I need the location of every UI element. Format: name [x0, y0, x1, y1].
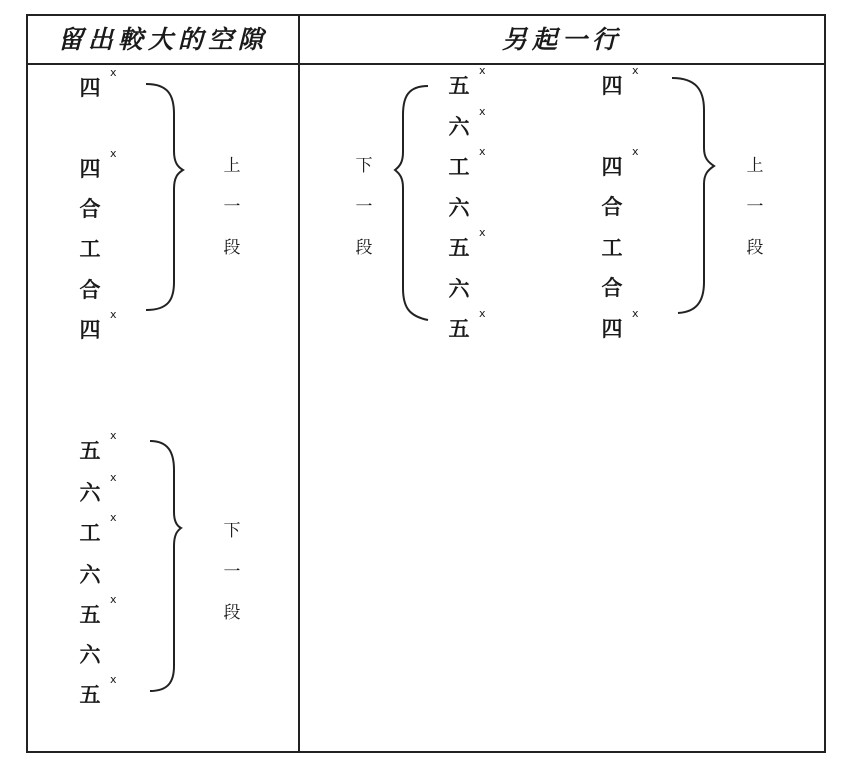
note-char: 五 — [448, 236, 470, 260]
note-char: 四 — [79, 76, 101, 100]
segment-char: 一 — [746, 197, 764, 217]
header-right-title: 另起一行 — [501, 25, 622, 54]
note-char: 四 — [601, 155, 623, 179]
header-left-title: 留出較大的空隙 — [57, 25, 268, 54]
segment-char: 上 — [223, 156, 241, 176]
segment-char: 下 — [355, 156, 373, 176]
note-mark: x — [632, 64, 639, 77]
table-frame — [26, 14, 826, 753]
note-char: 合 — [79, 278, 101, 302]
note-char: 合 — [601, 195, 623, 219]
note-char: 六 — [448, 115, 470, 139]
note-char: 六 — [79, 481, 101, 505]
left-upper-segment-label — [220, 146, 244, 269]
note-mark: x — [632, 145, 639, 158]
note-char: 四 — [601, 74, 623, 98]
note-char: 工 — [79, 237, 101, 261]
note-mark: x — [110, 673, 117, 686]
note-mark: x — [110, 511, 117, 524]
note-mark: x — [110, 593, 117, 606]
segment-char: 下 — [223, 521, 241, 541]
note-char: 四 — [79, 157, 101, 181]
note-mark: x — [479, 226, 486, 239]
note-char: 工 — [601, 236, 623, 260]
left-lower-segment-label — [220, 511, 244, 634]
segment-char: 一 — [223, 197, 241, 217]
segment-char: 段 — [355, 238, 373, 258]
segment-char: 段 — [223, 603, 241, 623]
segment-char: 段 — [746, 238, 764, 258]
segment-char: 段 — [223, 238, 241, 258]
note-char: 合 — [601, 276, 623, 300]
note-mark: x — [110, 471, 117, 484]
note-mark: x — [110, 147, 117, 160]
note-char: 四 — [79, 318, 101, 342]
segment-char: 一 — [355, 197, 373, 217]
note-char: 合 — [79, 197, 101, 221]
note-mark: x — [110, 66, 117, 79]
right-b-segment-label — [743, 146, 767, 269]
note-char: 五 — [79, 683, 101, 707]
note-char: 四 — [601, 317, 623, 341]
column-divider — [298, 14, 300, 753]
segment-char: 一 — [223, 562, 241, 582]
note-mark: x — [479, 64, 486, 77]
note-char: 五 — [79, 439, 101, 463]
note-char: 工 — [79, 521, 101, 545]
note-mark: x — [479, 145, 486, 158]
note-mark: x — [479, 307, 486, 320]
note-mark: x — [632, 307, 639, 320]
note-char: 六 — [448, 196, 470, 220]
note-char: 六 — [79, 643, 101, 667]
right-a-segment-label — [352, 146, 376, 269]
note-char: 六 — [79, 563, 101, 587]
note-char: 工 — [448, 155, 470, 179]
header-rule — [26, 63, 826, 65]
note-mark: x — [110, 308, 117, 321]
note-mark: x — [110, 429, 117, 442]
note-char: 五 — [79, 603, 101, 627]
note-mark: x — [479, 105, 486, 118]
note-char: 六 — [448, 277, 470, 301]
segment-char: 上 — [746, 156, 764, 176]
note-char: 五 — [448, 74, 470, 98]
note-char: 五 — [448, 317, 470, 341]
